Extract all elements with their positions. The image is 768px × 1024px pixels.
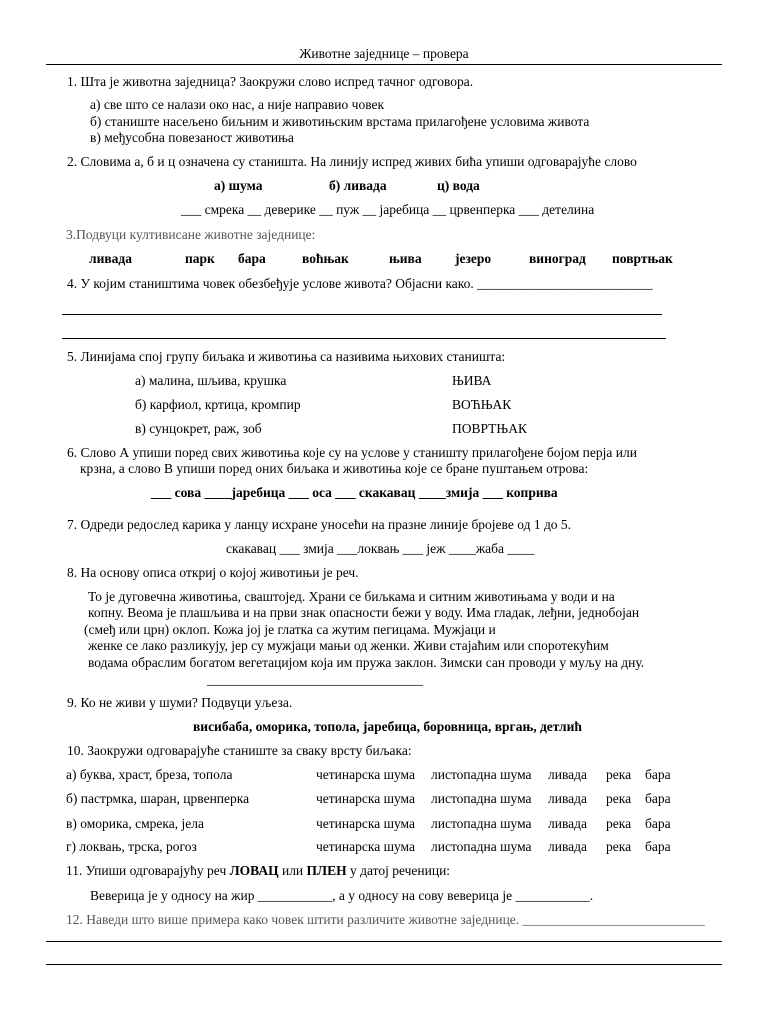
q10-choice: бара <box>645 816 671 831</box>
q10-choice: ливада <box>548 791 588 806</box>
q7-question: 7. Одреди редослед карика у ланцу исхране уносећи на празне линије бројеве од 1 до 5. <box>67 517 572 532</box>
q10-question: 10. Заокружи одговарајуће станиште за сваку врсту биљака: <box>67 743 412 758</box>
q10-choice: листопадна шума <box>431 839 532 854</box>
q10-row-label: в) оморика, смрека, јела <box>66 816 204 831</box>
q4-answer-line <box>62 338 666 339</box>
q3-word: воћњак <box>302 251 349 266</box>
q6-items: ___ сова ____јаребица ___ оса ___ скакавац ____змија ___ коприва <box>151 485 558 500</box>
q5-group-b: б) карфиол, кртица, кромпир <box>135 397 301 412</box>
q10-choice: бара <box>645 791 671 806</box>
title-divider <box>46 64 722 65</box>
q4-question: 4. У којим стаништима човек обезбеђује услове живота? Објасни како. __________________________ <box>67 276 653 291</box>
q10-choice: ливада <box>548 767 588 782</box>
q10-choice: река <box>606 816 632 831</box>
q2-organisms: ___ смрека __ деверике __ пуж __ јаребица __ црвенперка ___ детелина <box>181 202 595 217</box>
q6-question-line2: крзна, а слово В упиши поред оних биљака и животиња које се бране пуштањем отрова: <box>80 461 589 476</box>
q10-choice: река <box>606 791 632 806</box>
q11-sentence: Веверица је у односу на жир ___________, а у односу на сову веверица је ___________. <box>90 888 594 903</box>
q3-word: њива <box>389 251 422 266</box>
q10-row <box>0 791 768 807</box>
q9-words: висибаба, оморика, топола, јаребица, боровница, вргањ, детлић <box>193 719 582 734</box>
q6-question-line1: 6. Слово А упиши поред свих животиња које су на услове у станишту прилагођене бојом перја или <box>67 445 637 460</box>
q12-question: 12. Наведи што више примера како човек штити различите животне заједнице. ___________________________ <box>66 912 705 927</box>
q2-habitat-b: б) ливада <box>329 178 387 193</box>
q3-word: виноград <box>529 251 586 266</box>
q11-word-hunter: ЛОВАЦ <box>229 863 279 878</box>
q11-prefix: 11. Упиши одговарајућу реч <box>66 863 230 878</box>
q10-row <box>0 816 768 832</box>
q10-choice: листопадна шума <box>431 791 532 806</box>
page-title: Животне заједнице – провера <box>299 46 469 61</box>
q3-word: бара <box>238 251 266 266</box>
q9-question: 9. Ко не живи у шуми? Подвуци уљеза. <box>67 695 293 710</box>
q10-choice: река <box>606 839 632 854</box>
q2-habitat-c: ц) вода <box>437 178 480 193</box>
q5-group-c: в) сунцокрет, раж, зоб <box>135 421 262 436</box>
q3-word: повртњак <box>612 251 673 266</box>
q10-choice: листопадна шума <box>431 816 532 831</box>
q8-answer-line: ________________________________ <box>207 672 423 687</box>
q10-choice: четинарска шума <box>316 767 415 782</box>
q5-group-a: а) малина, шљива, крушка <box>135 373 287 388</box>
q3-word: ливада <box>89 251 132 266</box>
q11-or: или <box>278 863 307 878</box>
q8-text-line: То је дуговечна животиња, сваштојед. Храни се биљкама и ситним животињама у води и на <box>88 589 615 604</box>
q12-answer-line <box>46 964 722 965</box>
q10-row-label: г) локвањ, трска, рогоз <box>66 839 197 854</box>
q8-text-line: женке се лако разликују, јер су мужјаци мањи од женки. Живи стајаћим или споротекућим <box>88 638 609 653</box>
q5-habitat-3: ПОВРТЊАК <box>452 421 527 436</box>
q3-word: парк <box>185 251 215 266</box>
q4-answer-line <box>62 314 662 315</box>
q2-habitat-a: а) шума <box>214 178 263 193</box>
q1-option-c: в) међусобна повезаност животиња <box>90 130 294 145</box>
q1-question: 1. Шта је животна заједница? Заокружи слово испред тачног одговора. <box>67 74 474 89</box>
q5-habitat-2: ВОЋЊАК <box>452 397 512 412</box>
q10-row <box>0 839 768 855</box>
q10-choice: четинарска шума <box>316 839 415 854</box>
q10-choice: четинарска шума <box>316 791 415 806</box>
q8-question: 8. На основу описа откриј о којој животињи је реч. <box>67 565 359 580</box>
q10-row <box>0 767 768 783</box>
q10-row-label: а) буква, храст, бреза, топола <box>66 767 233 782</box>
q3-question: 3.Подвуци култивисане животне заједнице: <box>66 227 316 242</box>
q8-text-line: водама обраслим богатом вегетацијом која им пружа заклон. Зимски сан проводи у муљу на дну. <box>88 655 645 670</box>
q10-choice: река <box>606 767 632 782</box>
q10-choice: ливада <box>548 816 588 831</box>
q8-text-line: (смеђ или црн) оклоп. Кожа јој је глатка са жутим пегицама. Мужјаци и <box>84 622 496 637</box>
q1-option-b: б) станиште насељено биљним и животињским врстама прилагођене условима живота <box>90 114 590 129</box>
q2-question: 2. Словима а, б и ц означена су станишта. На линију испред живих бића упиши одговарајуће слово <box>67 154 637 169</box>
q10-choice: четинарска шума <box>316 816 415 831</box>
q8-text-line: копну. Веома је плашљива и на први знак опасности бежи у воду. Има гладак, леђни, једнобојан <box>88 605 640 620</box>
q3-word: језеро <box>455 251 492 266</box>
q7-chain: скакавац ___ змија ___локвањ ___ јеж ____жаба ____ <box>226 541 535 556</box>
q11-question <box>66 863 450 879</box>
q5-question: 5. Линијама спој групу биљака и животиња са називима њихових станишта: <box>67 349 506 364</box>
q10-row-label: б) пастрмка, шаран, црвенперка <box>66 791 250 806</box>
q11-suffix: у датој реченици: <box>346 863 451 878</box>
q10-choice: бара <box>645 767 671 782</box>
q10-choice: листопадна шума <box>431 767 532 782</box>
q1-option-a: а) све што се налази око нас, а није направио човек <box>90 97 385 112</box>
q5-habitat-1: ЊИВА <box>452 373 492 388</box>
q11-word-prey: ПЛЕН <box>306 863 347 878</box>
q10-choice: ливада <box>548 839 588 854</box>
q10-choice: бара <box>645 839 671 854</box>
q12-answer-line <box>46 941 722 942</box>
